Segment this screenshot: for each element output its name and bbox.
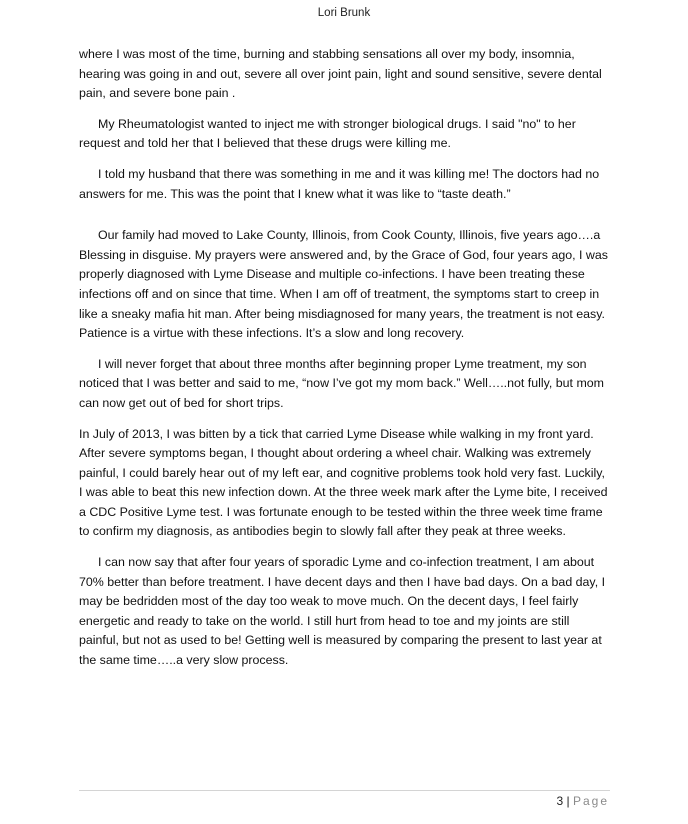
page-label: Page (572, 794, 609, 808)
page-number: 3 (556, 794, 564, 808)
paragraph-5: I will never forget that about three months after beginning proper Lyme treatment, my son noticed that I was better and said to me, “now I’ve got my mom back.” Well…..not fully, but mom can now get out of bed for short trips. (79, 356, 604, 410)
paragraph-7: I can now say that after four years of sporadic Lyme and co-infection treatment, I am about 70% better than before treatment. I have decent days and then I have bad days. On a bad day, I may be bedridden most of the day too weak to move much. On the decent days, I feel fairly energetic and ready to take on the world. I still hurt from head to toe and my joints are still painful, but not as used to be! Getting well is measured by comparing the present to last year at the same time…..a very slow process. (79, 555, 606, 668)
paragraph-1: where I was most of the time, burning and stabbing sensations all over my body, insomnia, hearing was going in and out, severe all over joint pain, light and sound sensitive, severe dental pain, and severe bone pain . (79, 47, 602, 101)
document-body (79, 45, 610, 682)
page-header-author: Lori Brunk (317, 7, 371, 19)
paragraph-3: I told my husband that there was something in me and it was killing me! The doctors had no answers for me. This was the point that I knew what it was like to “taste death.” (79, 166, 600, 201)
paragraph-2: My Rheumatologist wanted to inject me with stronger biological drugs. I said "no" to her request and told her that I believed that these drugs were killing me. (79, 116, 576, 151)
page-footer (556, 794, 609, 808)
paragraph-4: Our family had moved to Lake County, Illinois, from Cook County, Illinois, five years ago….a Blessing in disguise. My prayers were answered and, by the Grace of God, four years ago, I was properly diagnosed with Lyme Disease and multiple co-infections. I have been treating these infections off and on since that time. When I am off of treatment, the symptoms start to creep in like a sneaky mafia hit man. After being misdiagnosed for many years, the treatment is not easy. Patience is a virtue with these infections. It’s a slow and long recovery. (79, 228, 608, 341)
footer-divider (79, 790, 610, 791)
paragraph-6: In July of 2013, I was bitten by a tick that carried Lyme Disease while walking in my front yard. After severe symptoms began, I thought about ordering a wheel chair. Walking was extremely painful, I could barely hear out of my left ear, and cognitive problems took hold very fast. Luckily, I was able to beat this new infection down. At the three week mark after the Lyme bite, I received a CDC Positive Lyme test. I was fortunate enough to be tested within the three week time frame to confirm my diagnosis, as antibodies begin to slowly fall after they peak at three weeks. (79, 426, 608, 539)
footer-separator: | (566, 794, 570, 808)
